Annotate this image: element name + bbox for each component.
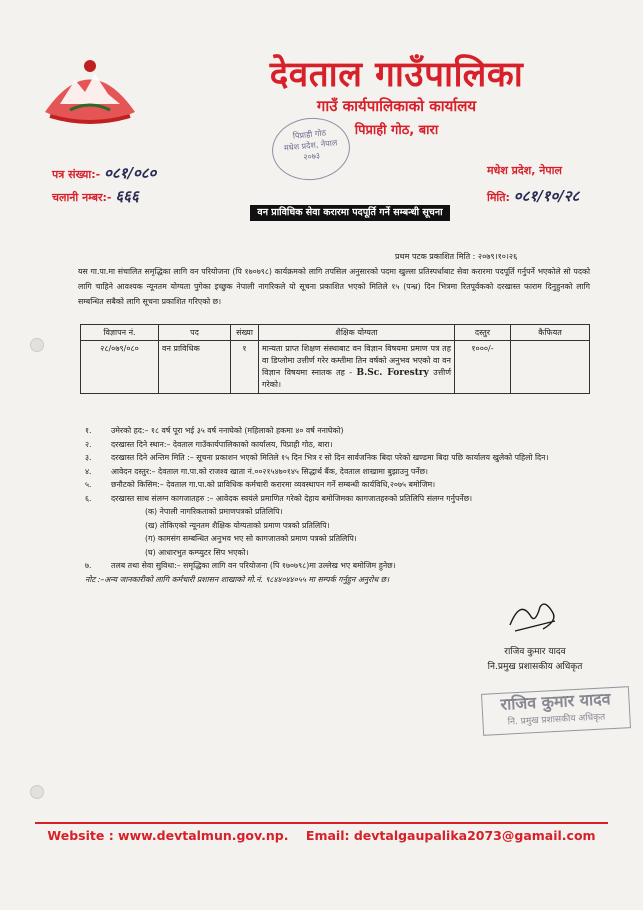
- item-text: तलब तथा सेवा सुविधा:– समृद्धिका लागि वन परियोजना (पि १७०७९८)मा उल्लेख भए बमोजिम हुनेछ।: [111, 561, 396, 570]
- list-item: [85, 559, 593, 573]
- document-item: (घ) आधारभुत कम्प्युटर सिप भएको।: [145, 547, 249, 557]
- col-fee: दस्तुर: [455, 325, 511, 341]
- stamp-name: राजिव कुमार यादव: [500, 689, 611, 714]
- publish-date: प्रथम पटक प्रकाशित मिति : २०७९।१०।२६: [395, 252, 518, 261]
- col-remarks: कैफियत: [511, 325, 590, 341]
- cell-remarks: [511, 341, 590, 394]
- dispatch-no-value: ६६६: [115, 187, 139, 205]
- signer-block: [470, 645, 600, 675]
- footer-email: Email: devtalgaupalika2073@gamail.com: [305, 828, 596, 843]
- item-number: २.: [85, 439, 92, 449]
- list-item: [85, 465, 593, 479]
- col-count: संख्या: [231, 325, 259, 341]
- office-name: गाउँ कार्यपालिकाको कार्यालय: [316, 97, 477, 115]
- item-text: छनौटको किसिम:– देवताल गा.पा.को प्राविधिक कर्मचारी करारमा व्यवस्थापन गर्ने सम्बन्धी कार्यविधि,२०७५ बमोजिम।: [111, 480, 436, 489]
- table-row: [81, 341, 590, 394]
- cell-ad-no: २८/०७९/०८०: [81, 341, 159, 394]
- stamp-line-2: मधेश प्रदेश, नेपाल: [283, 138, 338, 153]
- footer-website: Website : www.devtalmun.gov.np.: [47, 828, 289, 843]
- dispatch-no-label: चलानी नम्बर:-: [52, 191, 112, 204]
- item-text: उमेरको हद:– १८ वर्ष पूरा भई ३५ वर्ष ननाघेको (महिलाको हकमा ४० वर्ष ननाघेको): [111, 426, 344, 435]
- item-number: ५.: [85, 480, 92, 489]
- document-item: (ग) कामसंग सम्बन्धित अनुभव भए सो कागजातको प्रमाण पत्रको प्रतिलिपि।: [145, 534, 357, 543]
- signer-name: राजिव कुमार यादव: [504, 647, 566, 657]
- item-number: ४.: [85, 466, 92, 476]
- letter-no-value: ०८१/०८०: [104, 164, 157, 182]
- notice-subject: वन प्राविधिक सेवा करारमा पदपूर्ति गर्ने सम्बन्धी सूचना: [250, 205, 450, 221]
- cell-qualification: [259, 341, 455, 394]
- list-item: [85, 424, 593, 438]
- item-number: ७.: [85, 561, 92, 570]
- table-header-row: [81, 325, 590, 341]
- footer-contact: [0, 828, 643, 843]
- col-ad-no: विज्ञापन नं.: [81, 325, 159, 341]
- cell-fee: १०००/-: [455, 341, 511, 394]
- punch-hole: [30, 338, 44, 352]
- note: नोट :–अन्य जानकारीको लागि कर्मचारी प्रशासन शाखाको मो.नं. ९८४४०४४०५५ मा सम्पर्क गर्नुहुन अनुरोध छ।: [85, 574, 390, 584]
- item-number: १.: [85, 426, 92, 435]
- item-text: दरखास्त दिने स्थान:– देवताल गाउँकार्यपालिकाको कार्यालय, पिप्राही गोठ, बारा।: [111, 439, 333, 449]
- stamp-line-1: पिप्राही गोठ: [292, 128, 327, 141]
- list-item: [85, 492, 593, 506]
- office-address: पिप्राही गोठ, बारा: [354, 123, 439, 138]
- qualification-degree: B.Sc. Forestry: [356, 368, 429, 378]
- item-text: आवेदन दस्तुर:– देवताल गा.पा.को राजश्व खाता नं.००२१५४७०१४५ सिद्धार्थ बैंक, देवताल शाखामा बुझाउनु पर्नेछ।: [111, 466, 429, 476]
- document-item: (ख) तोकिएको न्यूनतम शैक्षिक योग्यताको प्रमाण पत्रको प्रतिलिपि।: [145, 520, 330, 530]
- qualification-tail: उत्तीर्ण गरेको।: [262, 368, 452, 389]
- footer-rule: [35, 822, 608, 824]
- conditions-list: [85, 424, 593, 586]
- item-number: ३.: [85, 453, 92, 462]
- date-label: मिति:: [487, 191, 510, 204]
- list-item: [85, 438, 593, 452]
- stamp-title: नि. प्रमुख प्रशासकीय अधिकृत: [507, 712, 606, 728]
- org-name: देवताल गाउँपालिका: [269, 55, 524, 95]
- cell-count: १: [231, 341, 259, 394]
- col-post: पद: [159, 325, 231, 341]
- signature-mark: [505, 595, 560, 635]
- letter-date: [487, 186, 579, 206]
- item-text: दरखास्त दिने अन्तिम मिति :– सूचना प्रकाशन भएको मितिले १५ दिन भित्र र सो दिन सार्वजनिक बिदा परेको खण्डमा बिदा पछि कार्यालय खुलेको पहिलो दिन।: [111, 453, 549, 462]
- letter-no-label: पत्र संख्या:-: [52, 168, 101, 181]
- vacancy-table: [80, 324, 590, 394]
- letter-no: [52, 163, 156, 183]
- list-item: [85, 478, 593, 492]
- item-text: दरखास्त साथ संलग्न कागजातहरु :– आवेदक स्वयंले प्रमाणित गरेको देहाय बमोजिमका कागजातहरुको प्रतिलिपि संलग्न गर्नुपर्नेछ।: [111, 493, 473, 503]
- col-qualification: शैक्षिक योग्यता: [259, 325, 455, 341]
- punch-hole: [30, 785, 44, 799]
- document-item: (क) नेपाली नागरिकताको प्रमाणपत्रको प्रतिलिपि।: [145, 507, 283, 516]
- qualification-text: मान्यता प्राप्त शिक्षण संस्थाबाट वन विज्ञान विषयमा प्रमाण पत्र तह वा डिप्लोमा उत्तीर्ण गरेर कम्तीमा तिन वर्षको अनुभव भएको वा वन विज्ञान विषयमा स्नातक तह -: [262, 344, 451, 377]
- date-value: ०८१/१०/२८: [513, 187, 580, 205]
- dispatch-no: [52, 186, 139, 206]
- item-number: ६.: [85, 493, 92, 503]
- stamp-line-3: २०७३: [303, 151, 321, 162]
- name-stamp: [481, 686, 631, 736]
- list-item: [85, 451, 593, 465]
- signer-title: नि.प्रमुख प्रशासकीय अधिकृत: [487, 662, 583, 672]
- province: मधेश प्रदेश, नेपाल: [487, 164, 562, 177]
- intro-paragraph: यस गा.पा.मा संचालित समृद्धिका लागि वन परियोजना (पि १७०७९८) कार्यक्रमको लागि तपसिल अनुसारको पदमा खुल्ला प्रतिस्पर्धाबाट सेवा करारमा पदपूर्ति गर्नुपर्ने भएकोले सो पदको लागि चाहिने आवश्यक न्यूनतम योग्यता पुगेका इच्छुक नेपाली नागरिकले यो सूचना प्रकाशित भएको मितिले १५ (पन्ध्र) दिन भित्रमा रितपूर्वकको दरखास्त फाराम दिनुहुनको लागि सम्बन्धित सबैको लागि सूचना प्रकाशित गरिएको छ।: [78, 267, 590, 306]
- cell-post: वन प्राविधिक: [159, 341, 231, 394]
